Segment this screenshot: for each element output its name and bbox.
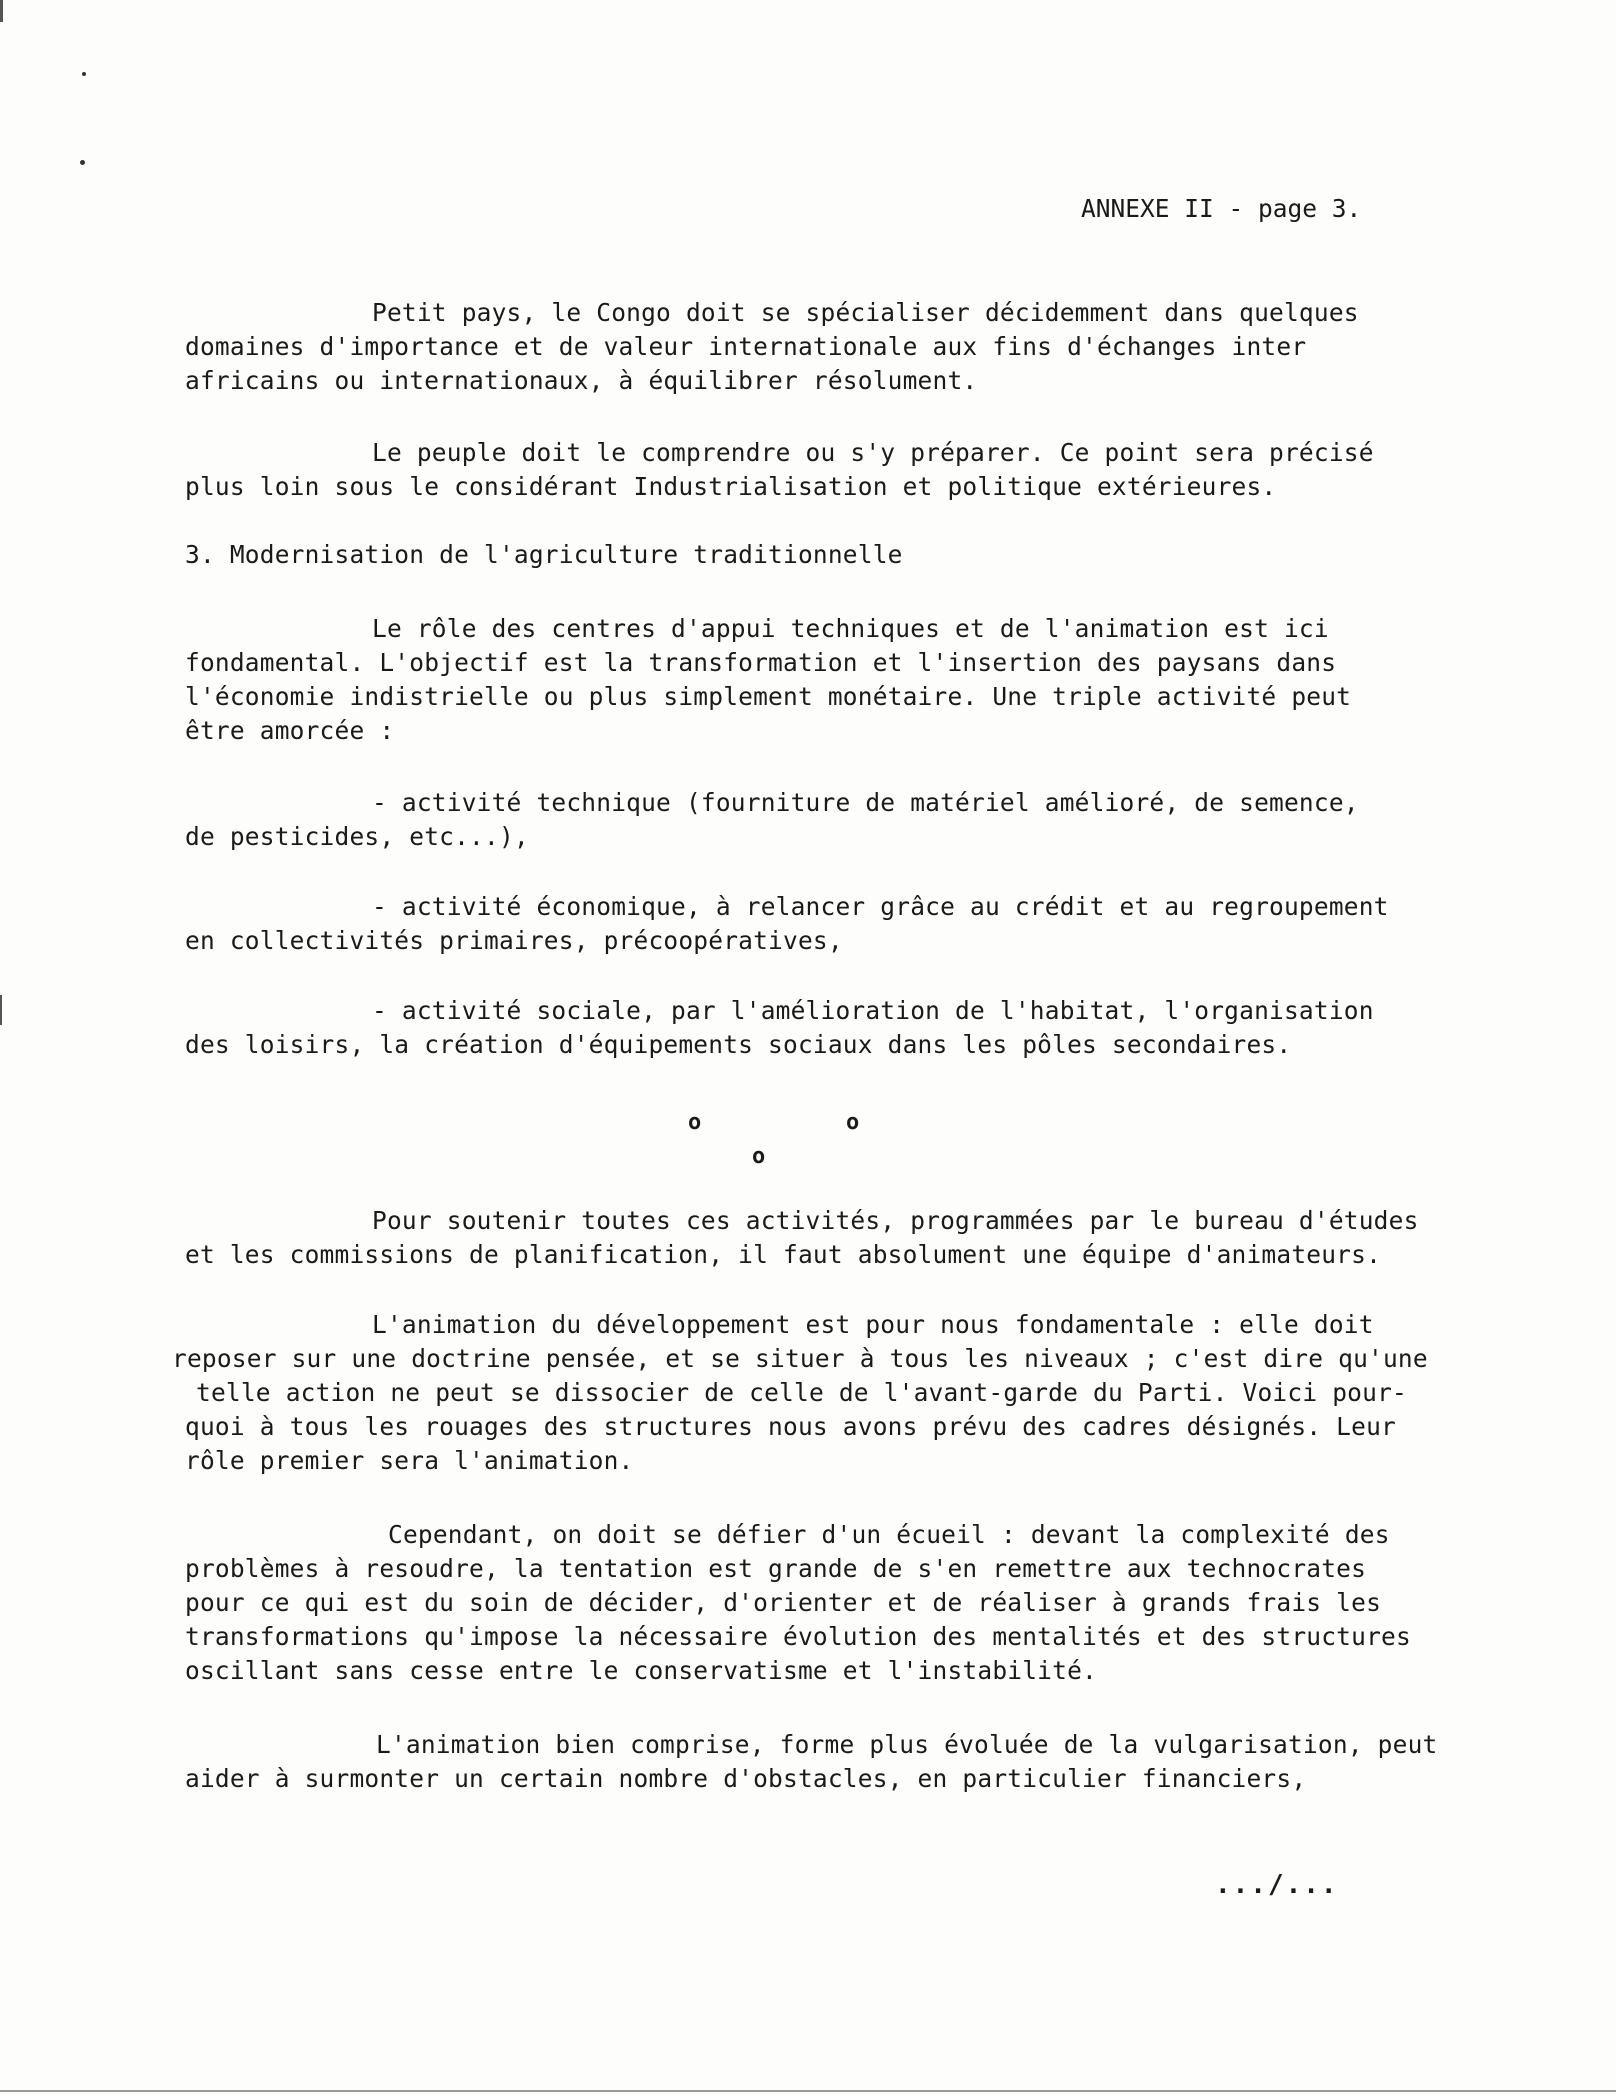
text-line: L'animation du développement est pour nous fondamentale : elle doit: [372, 1310, 1374, 1339]
scan-edge-mark: [0, 0, 3, 22]
text-line: rôle premier sera l'animation.: [185, 1446, 634, 1475]
text-line: l'économie indistrielle ou plus simplement monétaire. Une triple activité peut: [185, 682, 1352, 711]
text-line: Cependant, on doit se défier d'un écueil : devant la complexité des: [388, 1520, 1390, 1549]
text-line: aider à surmonter un certain nombre d'obstacles, en particulier financiers,: [185, 1764, 1307, 1793]
text-line: pour ce qui est du soin de décider, d'orienter et de réaliser à grands frais les: [185, 1588, 1382, 1617]
continuation-mark: .../...: [1215, 1870, 1339, 1900]
scan-edge-mark: [0, 995, 2, 1025]
text-line: plus loin sous le considérant Industrialisation et politique extérieures.: [185, 472, 1277, 501]
scan-speck: [82, 72, 86, 76]
text-line: Le peuple doit le comprendre ou s'y préparer. Ce point sera précisé: [372, 438, 1374, 467]
list-item-line: des loisirs, la création d'équipements sociaux dans les pôles secondaires.: [185, 1030, 1292, 1059]
text-line: Pour soutenir toutes ces activités, programmées par le bureau d'études: [372, 1206, 1419, 1235]
text-line: L'animation bien comprise, forme plus évoluée de la vulgarisation, peut: [376, 1730, 1438, 1759]
text-line: et les commissions de planification, il faut absolument une équipe d'animateurs.: [185, 1240, 1382, 1269]
text-line: quoi à tous les rouages des structures nous avons prévu des cadres désignés. Leur: [185, 1412, 1396, 1441]
text-line: fondamental. L'objectif est la transformation et l'insertion des paysans dans: [185, 648, 1337, 677]
text-line: africains ou internationaux, à équilibrer résolument.: [185, 366, 978, 395]
text-line: transformations qu'impose la nécessaire évolution des mentalités et des structures: [185, 1622, 1411, 1651]
text-line: problèmes à resoudre, la tentation est grande de s'en remettre aux technocrates: [185, 1554, 1367, 1583]
text-line: Petit pays, le Congo doit se spécialiser décidemment dans quelques: [372, 298, 1359, 327]
text-line: reposer sur une doctrine pensée, et se situer à tous les niveaux ; c'est dire qu'une: [172, 1344, 1428, 1373]
list-item-line: - activité économique, à relancer grâce au crédit et au regroupement: [372, 892, 1389, 921]
list-item-line: en collectivités primaires, précoopératives,: [185, 926, 843, 955]
annex-page-header: ANNEXE II - page 3.: [1081, 194, 1362, 223]
text-line: être amorcée :: [185, 716, 395, 745]
section-heading: 3. Modernisation de l'agriculture traditionnelle: [185, 540, 903, 569]
list-item-line: - activité sociale, par l'amélioration de l'habitat, l'organisation: [372, 996, 1374, 1025]
list-item-line: de pesticides, etc...),: [185, 822, 529, 851]
scan-bottom-line: [0, 2090, 1616, 2092]
separator-mark: o: [846, 1110, 860, 1135]
text-line: oscillant sans cesse entre le conservatisme et l'instabilité.: [185, 1656, 1097, 1685]
text-line: domaines d'importance et de valeur internationale aux fins d'échanges inter: [185, 332, 1307, 361]
scan-speck: [80, 160, 85, 165]
separator-mark: o: [688, 1110, 702, 1135]
text-line: Le rôle des centres d'appui techniques et de l'animation est ici: [372, 614, 1329, 643]
list-item-line: - activité technique (fourniture de matériel amélioré, de semence,: [372, 788, 1359, 817]
text-line: telle action ne peut se dissocier de celle de l'avant-garde du Parti. Voici pour-: [196, 1378, 1407, 1407]
separator-mark: o: [752, 1144, 766, 1169]
